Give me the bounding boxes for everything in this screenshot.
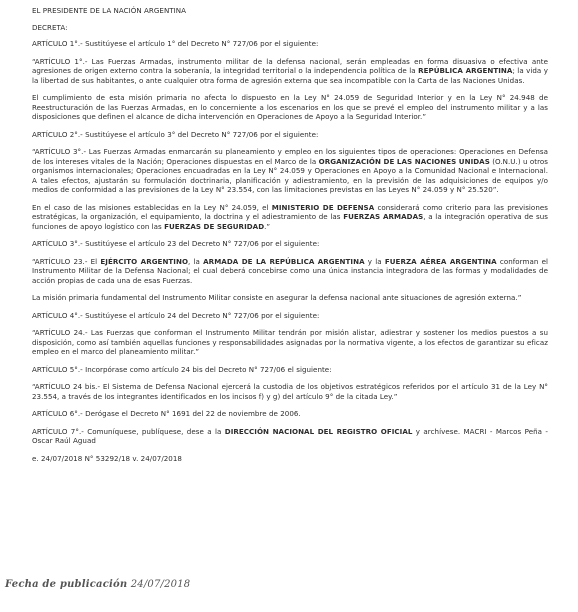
paragraph-text: ; la vida y la libertad de sus habitantes, o ante cualquier otra forma de agresión externa que sea incompatible con la Carta de las Naciones Unidas.	[32, 66, 548, 85]
article-heading: ARTÍCULO 4°.- Sustitúyese el artículo 24 del Decreto N° 727/06 por el siguiente:	[32, 310, 320, 320]
bold-entity-name: DIRECCIÓN NACIONAL DEL REGISTRO OFICIAL	[224, 426, 413, 436]
bold-entity-name: FUERZAS DE SEGURIDAD	[164, 221, 265, 231]
paragraph-text: y archívese. MACRI - Marcos Peña - Oscar Raúl Aguad	[32, 426, 548, 445]
article-heading: ARTÍCULO 5°.- Incorpórase como artículo 24 bis del Decreto N° 727/06 el siguiente:	[32, 364, 332, 374]
article-paragraph	[32, 427, 548, 446]
publication-date-value: 24/07/2018	[130, 579, 191, 590]
articles-container	[32, 39, 548, 446]
article-paragraph	[32, 203, 548, 232]
paragraph-text: (O.N.U.) u otros organismos internacionales; Operaciones encuadradas en la Ley N° 24.059 y Operaciones en Apoyo a la Comunidad Nacional e Internacional. A tales efectos, ajustarán su formulación doctrinaria, planificación y adiestramiento, en la previsión de las adquisiciones de equipos y/o medios de conformidad a las previsiones de la Ley N° 23.554, con las limitaciones previstas en las Leyes N° 24.059 y N° 25.520”.	[32, 156, 549, 194]
article-paragraph	[32, 257, 548, 286]
publication-date-label: Fecha de publicación	[5, 579, 128, 590]
bold-entity-name: EJÉRCITO ARGENTINO	[100, 256, 189, 266]
bold-entity-name: ORGANIZACIÓN DE LAS NACIONES UNIDAS	[318, 156, 490, 166]
decree-document	[32, 6, 548, 471]
publication-line: e. 24/07/2018 N° 53292/18 v. 24/07/2018	[32, 453, 182, 463]
publication-date-footer	[5, 579, 190, 590]
paragraph-text: ARTÍCULO 7°.- Comuníquese, publíquese, dese a la	[32, 426, 225, 436]
article-paragraph	[32, 382, 548, 401]
paragraph-text: , la	[188, 256, 204, 266]
article-paragraph	[32, 57, 548, 86]
paragraph-text: “ARTÍCULO 23.- El	[32, 256, 101, 266]
article-paragraph	[32, 93, 548, 122]
paragraph-text: El cumplimiento de esta misión primaria no afecta lo dispuesto en la Ley N° 24.059 de Seguridad Interior y en la Ley N° 24.948 de Reestructuración de las Fuerzas Armadas, en lo concerniente a los escenarios en los que se prevé el empleo del instrumento militar y a las disposiciones que definen el alcance de dicha intervención en Operaciones de Apoyo a la Seguridad Interior.”	[32, 93, 548, 121]
bold-entity-name: FUERZA AÉREA ARGENTINA	[384, 256, 497, 266]
paragraph-text: “ARTÍCULO 24 bis.- El Sistema de Defensa Nacional ejercerá la custodia de los objetivos estratégicos referidos por el artículo 31 de la Ley N° 23.554, a través de los integrantes identificados en los incisos f) y g) del artículo 9° de la citada Ley.”	[32, 382, 548, 401]
paragraph-text: , a la integración operativa de sus funciones de apoyo logístico con las	[32, 212, 548, 231]
paragraph-text: La misión primaria fundamental del Instrumento Militar consiste en asegurar la defensa nacional ante situaciones de agresión externa.”	[32, 293, 522, 302]
article-paragraph	[32, 147, 548, 195]
decreta-label: DECRETA:	[32, 22, 68, 32]
decree-header: EL PRESIDENTE DE LA NACIÓN ARGENTINA	[32, 6, 187, 15]
paragraph-text: “ARTÍCULO 24.- Las Fuerzas que conforman el Instrumento Militar tendrán por misión alistar, adiestrar y sostener los medios puestos a su disposición, como así también aquellas funciones y responsabilidades asignadas por la normativa vigente, a los efectos de garantizar su eficaz empleo en el marco del planeamiento militar.”	[32, 328, 548, 356]
article-paragraph	[32, 293, 548, 303]
paragraph-text: y la	[364, 256, 385, 266]
paragraph-text: .”	[264, 221, 271, 231]
paragraph-text: En el caso de las misiones establecidas en la Ley N° 24.059, el	[32, 202, 272, 212]
bold-entity-name: FUERZAS ARMADAS	[343, 212, 424, 221]
article-heading: ARTÍCULO 3°.- Sustitúyese el artículo 23 del Decreto N° 727/06 por el siguiente:	[32, 239, 320, 248]
article-paragraph	[32, 328, 548, 357]
paragraph-text: considerará como criterio para las previsiones estratégicas, la organización, el equipamiento, la doctrina y el adiestramiento de las	[32, 202, 548, 221]
bold-entity-name: MINISTERIO DE DEFENSA	[271, 202, 375, 212]
paragraph-text: conforman el Instrumento Militar de la Defensa Nacional; el cual deberá concebirse como una única instancia integradora de las formas y modalidades de acción propias de cada una de esas Fuerzas.	[32, 256, 548, 285]
article-heading: ARTÍCULO 6°.- Derógase el Decreto N° 1691 del 22 de noviembre de 2006.	[32, 409, 301, 418]
bold-entity-name: ARMADA DE LA REPÚBLICA ARGENTINA	[203, 256, 365, 266]
paragraph-text: “ARTÍCULO 3°.- Las Fuerzas Armadas enmarcarán su planeamiento y empleo en los siguientes tipos de operaciones: Operaciones en Defensa de los intereses vitales de la Nación; Operaciones dispuestas en el Marco de la	[32, 147, 548, 166]
article-heading: ARTÍCULO 1°.- Sustitúyese el artículo 1° del Decreto N° 727/06 por el siguiente:	[32, 39, 319, 48]
paragraph-text: “ARTÍCULO 1°.- Las Fuerzas Armadas, instrumento militar de la defensa nacional, serán empleadas en forma disuasiva o efectiva ante agresiones de origen externo contra la soberanía, la integridad territorial o la independencia política de la	[32, 56, 548, 75]
article-heading: ARTÍCULO 2°.- Sustitúyese el artículo 3° del Decreto N° 727/06 por el siguiente:	[32, 129, 319, 139]
bold-entity-name: REPÚBLICA ARGENTINA	[418, 66, 513, 75]
